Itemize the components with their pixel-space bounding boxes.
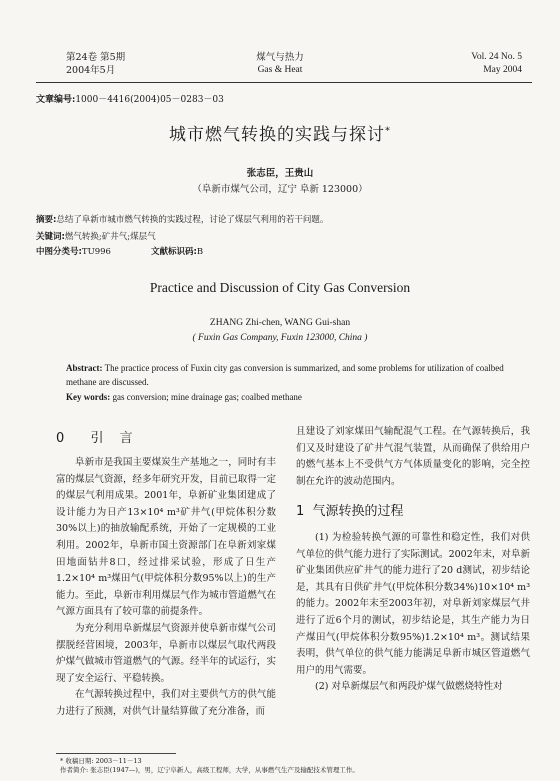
volume-issue-en: Vol. 24 No. 5 (471, 52, 522, 62)
abstract-zh (36, 213, 328, 225)
affiliation-en: ( Fuxin Gas Company, Fuxin 123000, China ) (192, 333, 368, 343)
clc-label: 中图分类号: (36, 247, 82, 257)
authors-zh: 张志臣，王贵山 (246, 168, 314, 179)
doc-code-label: 文献标识码: (150, 247, 197, 257)
paragraph: 且建设了刘家煤田气输配混气工程。在气源转换后，我们又及时建设了矿井气混气装置，从而确保了供给用户的燃气基本上不受供气方气体质量变化的影响，完全控制在允许的波动范围内。 (296, 426, 530, 487)
title-zh (0, 120, 560, 145)
abstract-en-text: The practice process of Fuxin city gas conversion is summarized, and some problems for utilization of coalbed methane are discussed. (66, 363, 504, 387)
keywords-zh-label: 关键词: (36, 232, 65, 242)
title-footnote-mark: * (385, 125, 391, 137)
body-left-column (56, 455, 276, 721)
section-heading-intro (56, 427, 139, 446)
abstract-en (66, 361, 506, 389)
article-number-value: 1000－4416(2004)05－0283－03 (75, 95, 224, 105)
header-rule (36, 82, 532, 83)
author-bio: 作者简介: 张志臣(1947—)，男，辽宁阜新人，高级工程师，大学，从事燃气生产及输配技术管理工作。 (60, 766, 359, 774)
journal-volume-en (471, 51, 522, 77)
abstract-zh-text: 总结了阜新市城市燃气转换的实践过程，讨论了煤层气利用的若干问题。 (56, 215, 329, 225)
keywords-en (66, 392, 506, 402)
publication-date-en: May 2004 (483, 65, 522, 75)
abstract-en-label: Abstract: (66, 363, 103, 373)
keywords-zh (36, 230, 156, 242)
paragraph: (1) 为检验转换气源的可靠性和稳定性，我们对供气单位的供气能力进行了实际测试。2002年末，对阜新矿业集团供应矿井气的能力进行了20 d测试，初步结论是，其具有日供矿井气(甲烷体积分数34%)10×10⁴ m³的能力。2002年末至2003年初，对阜新刘家煤层气井进行了近6个月的测试，初步结论是，其生产能力为日产煤田气(甲烷体积分数95%)1.2×10⁴ m³。测试结果表明，供气单位的供气能力能满足阜新市城区管道燃气用户的用气需要。 (296, 532, 530, 676)
paragraph: 在气源转换过程中，我们对主要供气方的供气能力进行了预测，对供气计量结算做了充分准备，而 (56, 689, 276, 717)
affiliation-zh: （阜新市煤气公司，辽宁 阜新 123000） (192, 184, 368, 195)
keywords-zh-text: 燃气转换;矿井气;煤层气 (64, 232, 156, 242)
keywords-en-text: gas conversion; mine drainage gas; coalbed methane (112, 392, 302, 402)
abstract-zh-label: 摘要: (36, 215, 57, 225)
journal-name-zh: 煤气与热力 (256, 52, 304, 63)
paragraph: 为充分利用阜新煤层气资源并使阜新市煤气公司摆脱经营困境，2003年，阜新市以煤层气取代两段炉煤气做城市管道燃气的气源。经半年的试运行，实现了安全运行、平稳转换。 (56, 622, 276, 684)
paragraph: (2) 对阜新煤层气和两段炉煤气做燃烧特性对 (315, 681, 503, 693)
article-number (36, 92, 224, 105)
title-zh-text: 城市燃气转换的实践与探讨 (169, 125, 385, 145)
paragraph: 阜新市是我国主要煤炭生产基地之一，同时有丰富的煤层气资源，经多年研究开发，目前已取得一定的煤层气利用成果。2001年，阜新矿业集团建成了设计能力为日产13×10⁴ m³矿井气(甲烷体积分数30%以上)的抽放输配系统，开始了一定规模的工业利用。2002年，阜新市国土资源部门在阜新刘家煤田地面钻井8口，经过排采试验，形成了日生产1.2×10⁴ m³煤田气(甲烷体积分数95%以上)的生产能力。至此，阜新市利用煤层气作为城市管道燃气在气源方面具有了较可靠的前提条件。 (56, 457, 276, 618)
body-right-column-top (296, 424, 530, 490)
section-title: 引 言 (90, 431, 139, 446)
section-heading-process (296, 500, 404, 519)
footnote (60, 757, 520, 775)
authors-en: ZHANG Zhi-chen, WANG Gui-shan (209, 318, 351, 328)
section-number: 0 (56, 431, 71, 446)
footnote-rule (56, 753, 176, 754)
received-date: * 收稿日期: 2003－11－13 (60, 757, 142, 765)
clc-value: TU996 (81, 247, 111, 257)
doc-code-value: B (196, 247, 204, 257)
title-en: Practice and Discussion of City Gas Conversion (149, 280, 411, 295)
body-right-column-bottom (296, 530, 530, 696)
classification (36, 245, 203, 257)
keywords-en-label: Key words: (66, 392, 111, 402)
volume-issue-text: 第24卷 第5期 (66, 52, 126, 63)
section-title: 气源转换的过程 (312, 504, 404, 519)
section-number: 1 (296, 504, 305, 519)
publication-date: 2004年5月 (66, 65, 116, 76)
journal-name-en: Gas & Heat (257, 65, 303, 75)
article-number-label: 文章编号: (36, 95, 76, 105)
